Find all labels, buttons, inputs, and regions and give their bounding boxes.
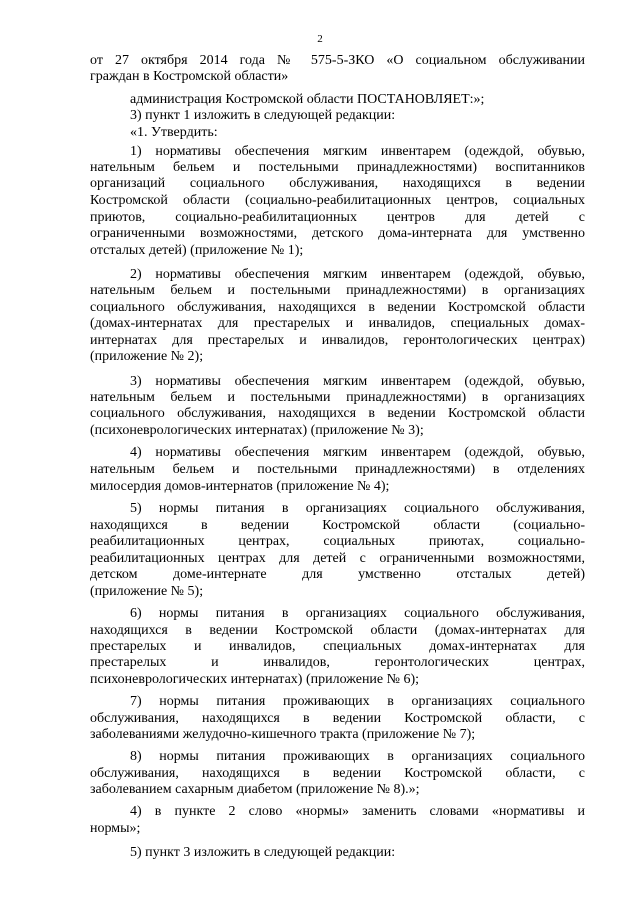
text-line: нательным бельем и постельными принадлежностями) воспитанников xyxy=(90,160,585,175)
text-line: граждан в Костромской области» xyxy=(90,69,289,84)
text-line: 7) нормы питания проживающих в организациях социального xyxy=(130,694,585,709)
text-line: администрация Костромской области ПОСТАНОВЛЯЕТ:»; xyxy=(130,92,485,107)
text-line: социального обслуживания, находящихся в ведении Костромской области xyxy=(90,300,585,315)
text-line: нательным бельем и постельными принадлежностями) в организациях xyxy=(90,283,585,298)
text-line: находящихся в ведении Костромской области (домах-интернатах для xyxy=(90,623,585,638)
text-line: нательным бельем и постельными принадлежностями) в организациях xyxy=(90,390,585,405)
text-line: находящихся в ведении Костромской области (социально- xyxy=(90,518,585,533)
text-line: реабилитационных центрах, социальных приютах, социально- xyxy=(90,534,585,549)
text-line: 6) нормы питания в организациях социального обслуживания, xyxy=(130,606,585,621)
text-line: приютов, социально-реабилитационных центров для детей с xyxy=(90,210,585,225)
text-line: ограниченными возможностями, детского дома-интерната для умственно xyxy=(90,226,585,241)
text-line: (приложение № 5); xyxy=(90,584,204,599)
text-line: организаций социального обслуживания, находящихся в ведении xyxy=(90,176,585,191)
text-line: (приложение № 2); xyxy=(90,349,204,364)
text-line: 2) нормативы обеспечения мягким инвентарем (одеждой, обувью, xyxy=(130,267,585,282)
text-line: обслуживания, находящихся в ведении Костромской области, с xyxy=(90,711,585,726)
text-line: детском доме-интернате для умственно отсталых детей) xyxy=(90,567,585,582)
text-line: 5) пункт 3 изложить в следующей редакции: xyxy=(130,845,396,860)
text-line: 3) пункт 1 изложить в следующей редакции: xyxy=(130,108,396,123)
text-line: 1) нормативы обеспечения мягким инвентарем (одеждой, обувью, xyxy=(130,144,585,159)
text-line: 3) нормативы обеспечения мягким инвентарем (одеждой, обувью, xyxy=(130,374,585,389)
text-line: престарелых и инвалидов, геронтологических центрах, xyxy=(90,655,585,670)
text-line: заболеваниями желудочно-кишечного тракта (приложение № 7); xyxy=(90,727,476,742)
text-line: 4) нормативы обеспечения мягким инвентарем (одеждой, обувью, xyxy=(130,445,585,460)
text-line: (домах-интернатах для престарелых и инвалидов, специальных домах- xyxy=(90,316,585,331)
page-number: 2 xyxy=(317,33,323,45)
text-line: 4) в пункте 2 слово «нормы» заменить словами «нормативы и xyxy=(130,804,585,819)
text-line: обслуживания, находящихся в ведении Костромской области, с xyxy=(90,766,585,781)
text-line: 8) нормы питания проживающих в организациях социального xyxy=(130,749,585,764)
text-line: нормы»; xyxy=(90,821,141,836)
text-line: реабилитационных центрах для детей с ограниченными возможностями, xyxy=(90,551,585,566)
text-line: интернатах для престарелых и инвалидов, геронтологических центрах) xyxy=(90,333,585,348)
text-line: психоневрологических интернатах) (приложение № 6); xyxy=(90,672,420,687)
text-line: Костромской области (социально-реабилитационных центров, социальных xyxy=(90,193,585,208)
text-line: (психоневрологических интернатах) (приложение № 3); xyxy=(90,423,424,438)
text-line: нательным бельем и постельными принадлежностями) в отделениях xyxy=(90,462,585,477)
text-line: заболеванием сахарным диабетом (приложение № 8).»; xyxy=(90,782,420,797)
text-line: от 27 октября 2014 года № 575-5-ЗКО «О социальном обслуживании xyxy=(90,53,585,68)
text-line: милосердия домов-интернатов (приложение № 4); xyxy=(90,479,390,494)
text-line: «1. Утвердить: xyxy=(130,125,218,140)
text-line: отсталых детей) (приложение № 1); xyxy=(90,243,304,258)
text-line: социального обслуживания, находящихся в ведении Костромской области xyxy=(90,406,585,421)
text-line: 5) нормы питания в организациях социального обслуживания, xyxy=(130,501,585,516)
text-line: престарелых и инвалидов, специальных домах-интернатах для xyxy=(90,639,585,654)
